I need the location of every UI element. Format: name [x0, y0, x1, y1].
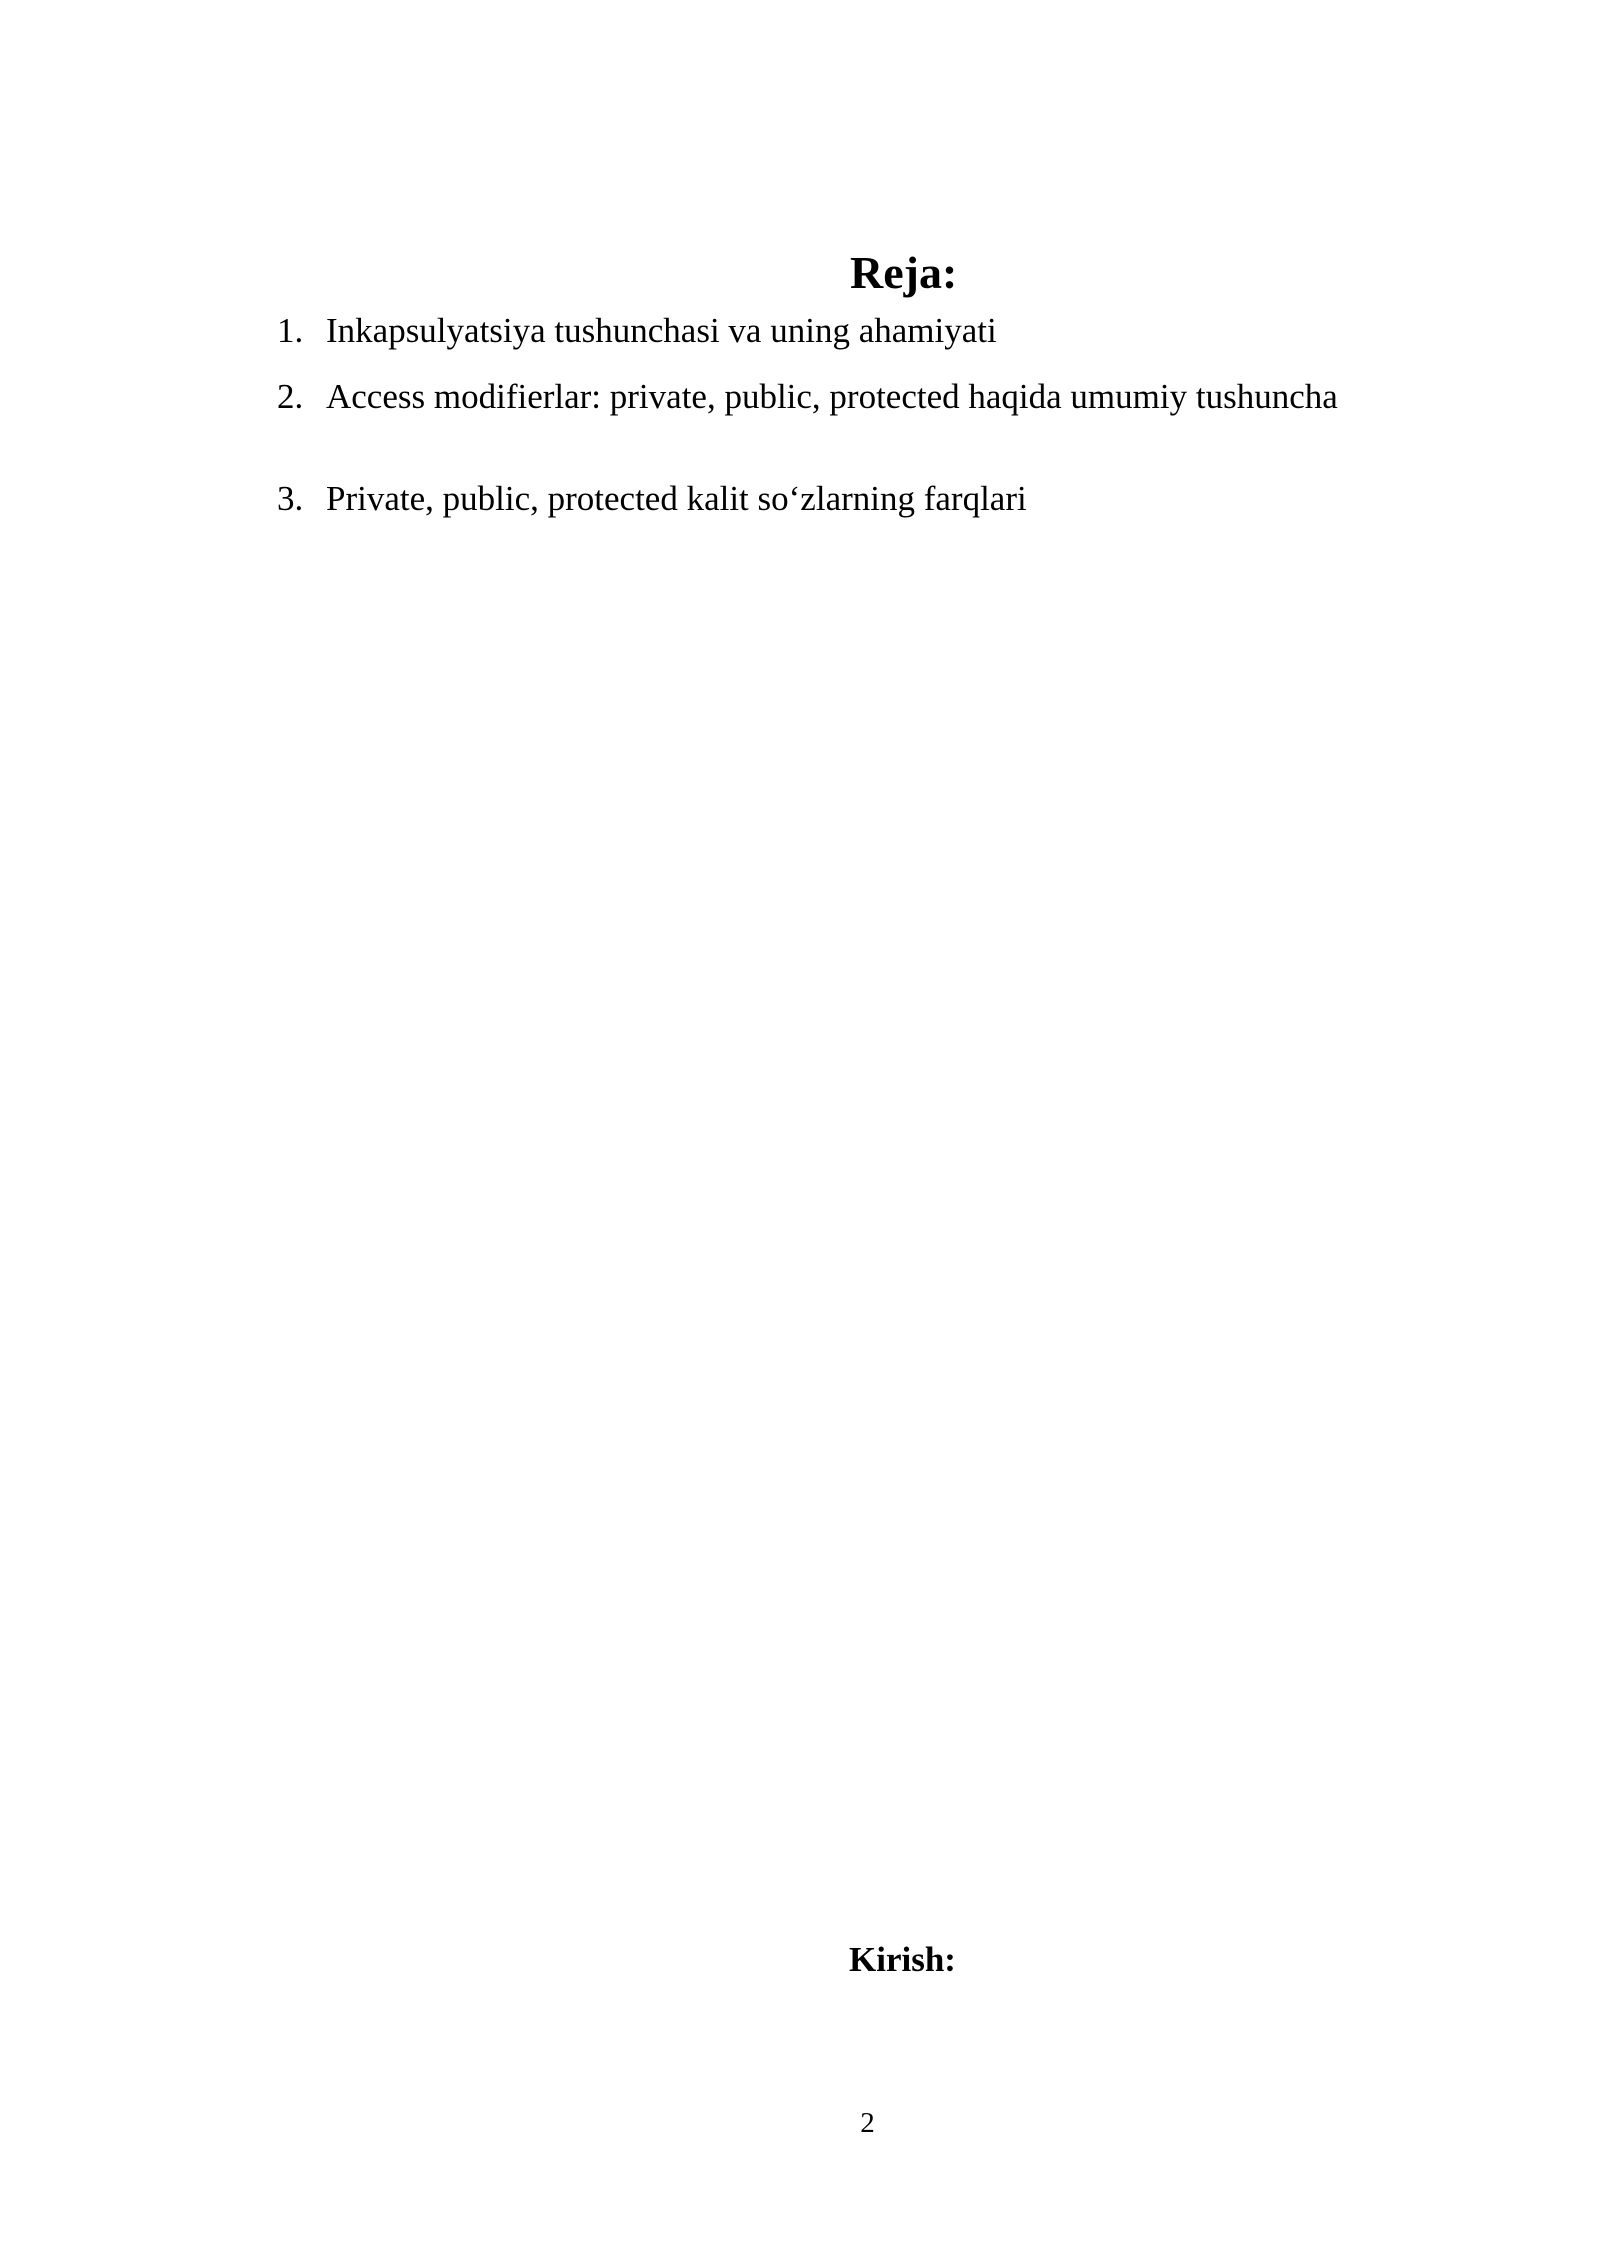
plan-item — [277, 313, 997, 348]
plan-item-text: Access modifierlar: private, public, protected haqida umumiy tushuncha — [326, 377, 1338, 416]
plan-item-text: Private, public, protected kalit so‘zlarning farqlari — [326, 479, 1027, 518]
page-number: 2 — [860, 2107, 875, 2139]
plan-item-number: 3. — [277, 479, 304, 518]
introduction-heading: Kirish: — [849, 1940, 956, 1979]
plan-item-number: 2. — [277, 377, 304, 416]
plan-item — [277, 379, 1338, 414]
plan-heading: Reja: — [850, 247, 958, 298]
plan-item — [277, 481, 1027, 516]
plan-list — [0, 0, 1600, 600]
plan-item-number: 1. — [277, 311, 304, 350]
plan-item-text: Inkapsulyatsiya tushunchasi va uning ahamiyati — [326, 311, 997, 350]
